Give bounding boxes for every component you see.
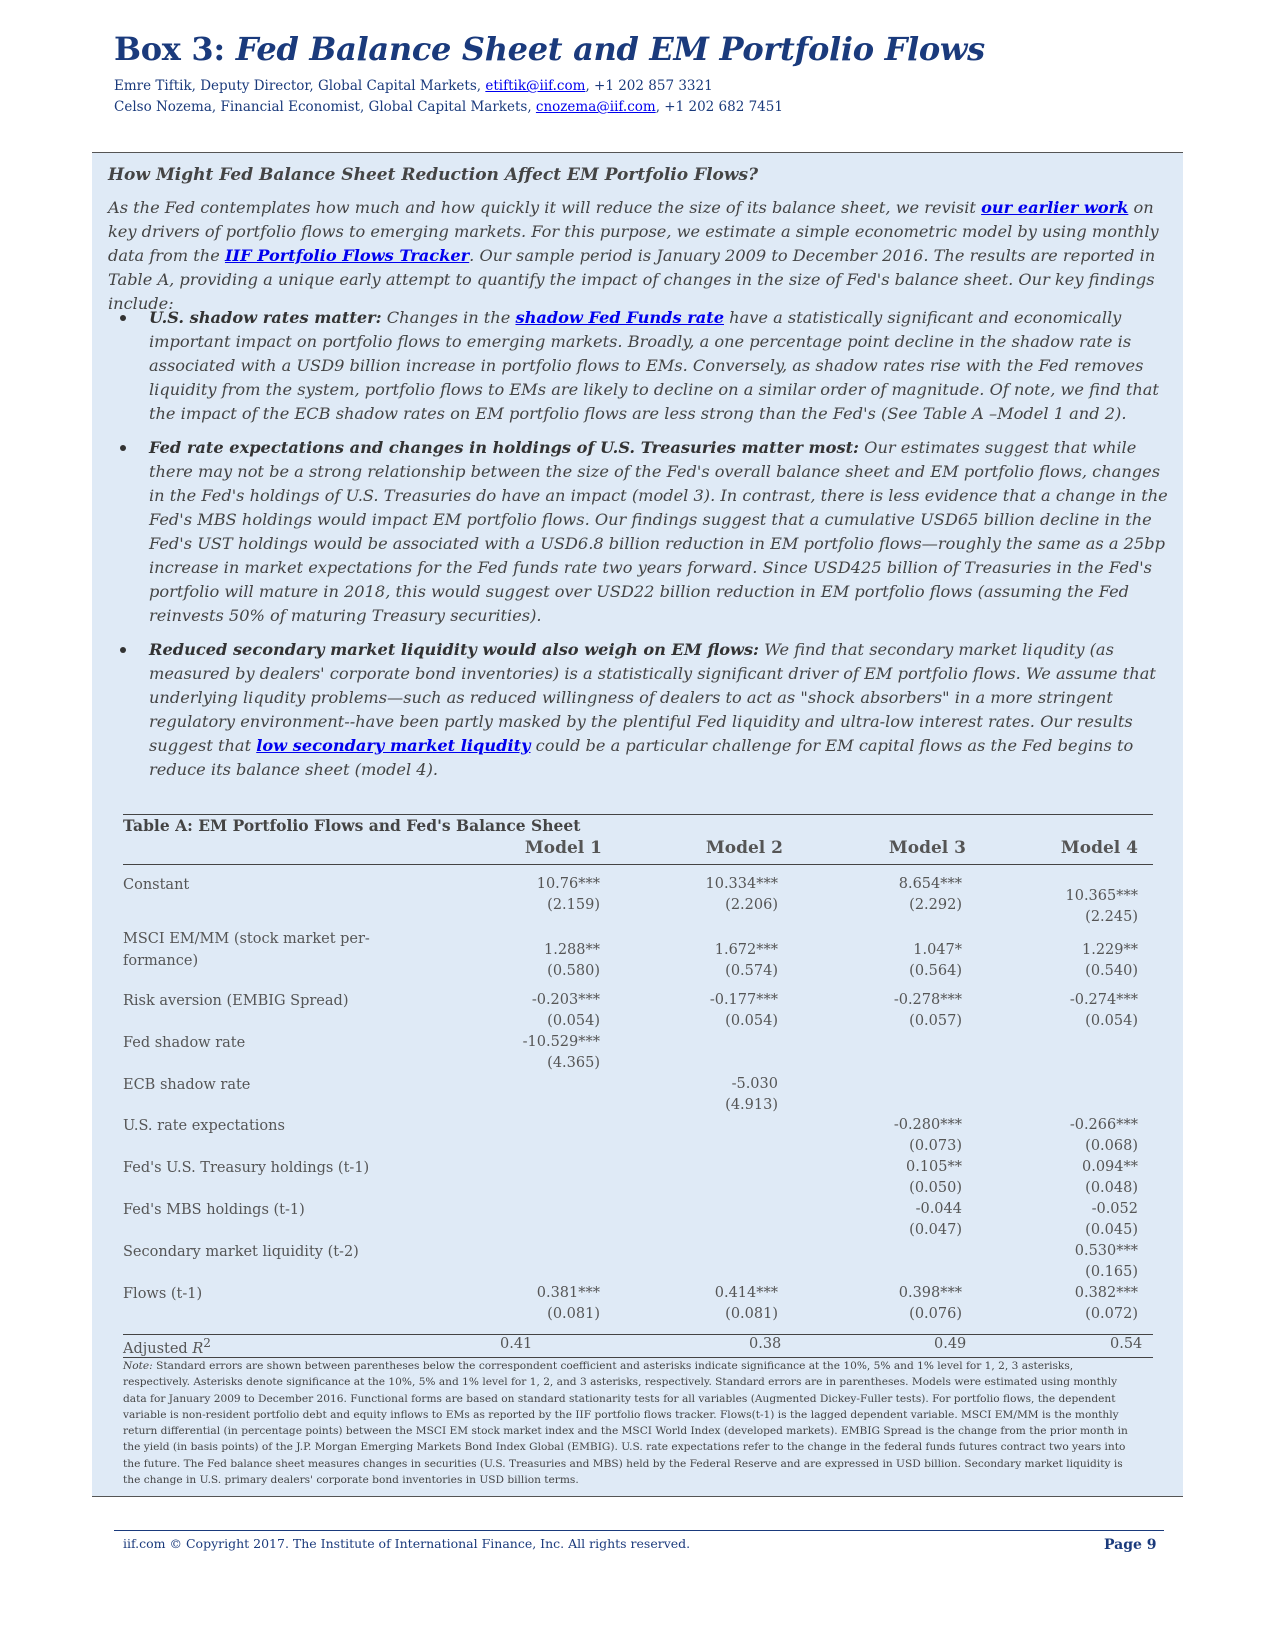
table-cell-std-error: (0.081) bbox=[725, 1306, 778, 1322]
bullet-item bbox=[120, 306, 1170, 426]
adjusted-r2-value: 0.49 bbox=[934, 1336, 967, 1352]
table-top-rule bbox=[123, 814, 1153, 815]
table-cell-coefficient: -10.529*** bbox=[522, 1034, 600, 1050]
table-cell-std-error: (0.050) bbox=[909, 1180, 962, 1196]
table-header-rule bbox=[123, 864, 1153, 865]
table-cell-coefficient: 8.654*** bbox=[898, 876, 962, 892]
bullet-text bbox=[149, 436, 1170, 628]
author1-phone: , +1 202 857 3321 bbox=[585, 78, 713, 94]
bullet-heading: U.S. shadow rates matter: bbox=[149, 308, 382, 327]
table-cell-std-error: (0.580) bbox=[547, 963, 600, 979]
shadow-rate-link[interactable]: shadow Fed Funds rate bbox=[515, 308, 724, 327]
adjusted-r2-label: Adjusted $R^2$ bbox=[123, 1336, 211, 1357]
table-cell-std-error: (0.068) bbox=[1085, 1138, 1138, 1154]
table-cell-coefficient: 10.334*** bbox=[705, 876, 778, 892]
note-text: Standard errors are shown between parentheses below the correspondent coefficient and asterisks indicate significance at the 10%, 5% and 1% level for 1, 2, 3 asterisks, respectively. Asterisks denote significance at the 10%, 5% and 1% level for 1, 2, and 3 asterisks, respectively. Standard errors are in parentheses. Models were estimated using monthly data for January 2009 to December 2016. Functional forms are based on standard stationarity tests for all variables (Augmented Dickey-Fuller tests). For portfolio flows, the dependent variable is non-resident portfolio debt and equity inflows to EMs as reported by the IIF portfolio flows tracker. Flows(t-1) is the lagged dependent variable. MSCI EM/MM is the monthly return differential (in percentage points) between the MSCI EM stock market index and the MSCI World Index (developed markets). EMBIG Spread is the change from the prior month in the yield (in basis points) of the J.P. Morgan Emerging Markets Bond Index Global (EMBIG). U.S. rate expectations refer to the change in the federal funds futures contract two years into the future. The Fed balance sheet measures changes in securities (U.S. Treasuries and MBS) held by the Federal Reserve and are expressed in USD billion. Secondary market liquidity is the change in U.S. primary dealers' corporate bond inventories in USD billion terms. bbox=[123, 1360, 1128, 1487]
table-cell-std-error: (0.057) bbox=[909, 1013, 962, 1029]
earlier-work-link[interactable]: our earlier work bbox=[981, 198, 1129, 217]
bullet-body-1: Our estimates suggest that while there may not be a strong relationship between the size of the Fed's overall balance sheet and EM portfolio flows, changes in the Fed's holdings of U.S. Treasuries do have an impact (model 3). In contrast, there is less evidence that a change in the Fed's MBS holdings would impact EM portfolio flows. Our findings suggest that a cumulative USD65 billion decline in the Fed's UST holdings would be associated with a USD6.8 billion reduction in EM portfolio flows—roughly the same as a 25bp increase in market expectations for the Fed funds rate two years forward. Since USD425 billion of Treasuries in the Fed's portfolio will mature in 2018, this would suggest over USD22 billion reduction in EM portfolio flows (assuming the Fed reinvests 50% of maturing Treasury securities). bbox=[149, 438, 1168, 625]
table-cell-coefficient: -0.203*** bbox=[531, 992, 600, 1008]
table-cell-coefficient: -0.266*** bbox=[1069, 1117, 1138, 1133]
author1-email-link[interactable]: etiftik@iif.com bbox=[485, 78, 586, 94]
bullet-dot-icon bbox=[120, 315, 126, 321]
table-note bbox=[123, 1358, 1143, 1488]
table-cell-coefficient: -0.044 bbox=[915, 1201, 962, 1217]
table-cell-std-error: (0.048) bbox=[1085, 1180, 1138, 1196]
table-cell-coefficient: 1.047* bbox=[913, 942, 962, 958]
table-cell-coefficient: 10.76*** bbox=[536, 876, 600, 892]
intro-text-2: on key drivers of portfolio flows to emerging markets. For this purpose, we estimate a simple econometric model by using monthly data from the bbox=[108, 198, 1159, 265]
table-cell-std-error: (0.072) bbox=[1085, 1306, 1138, 1322]
bullet-text bbox=[149, 638, 1170, 782]
adjusted-top-rule bbox=[123, 1334, 1153, 1335]
table-cell-coefficient: 1.229** bbox=[1081, 942, 1138, 958]
table-row-label: Secondary market liquidity (t-2) bbox=[123, 1244, 359, 1260]
table-cell-coefficient: 0.382*** bbox=[1074, 1285, 1138, 1301]
table-cell-std-error: (4.913) bbox=[725, 1097, 778, 1113]
bullet-item bbox=[120, 638, 1170, 782]
title-italic: Fed Balance Sheet and EM Portfolio Flows bbox=[235, 30, 985, 68]
table-cell-coefficient: 0.094** bbox=[1081, 1159, 1138, 1175]
note-label: Note: bbox=[123, 1360, 153, 1372]
table-cell-std-error: (0.045) bbox=[1085, 1222, 1138, 1238]
table-cell-std-error: (2.206) bbox=[725, 897, 778, 913]
table-row-label: Fed shadow rate bbox=[123, 1035, 246, 1051]
table-row-label: ECB shadow rate bbox=[123, 1077, 251, 1093]
table-title: Table A: EM Portfolio Flows and Fed's Balance Sheet bbox=[123, 816, 581, 835]
table-cell-std-error: (4.365) bbox=[547, 1055, 600, 1071]
page-title bbox=[114, 30, 985, 68]
author2-email-link[interactable]: cnozema@iif.com bbox=[535, 99, 656, 115]
model-header: Model 4 bbox=[1060, 838, 1138, 858]
table-cell-coefficient: -0.280*** bbox=[893, 1117, 962, 1133]
footer-rule bbox=[114, 1530, 1164, 1531]
model-header: Model 1 bbox=[524, 838, 602, 858]
box-subtitle: How Might Fed Balance Sheet Reduction Affect EM Portfolio Flows? bbox=[108, 165, 759, 185]
author1-text: Emre Tiftik, Deputy Director, Global Capital Markets, bbox=[114, 78, 486, 94]
table-cell-std-error: (0.047) bbox=[909, 1222, 962, 1238]
author-line-1 bbox=[114, 78, 713, 94]
table-cell-std-error: (0.540) bbox=[1085, 963, 1138, 979]
table-cell-std-error: (2.245) bbox=[1085, 909, 1138, 925]
intro-text-1: As the Fed contemplates how much and how quickly it will reduce the size of its balance sheet, we revisit bbox=[108, 198, 982, 217]
author2-text: Celso Nozema, Financial Economist, Global Capital Markets, bbox=[114, 99, 536, 115]
adjusted-r2-value: 0.38 bbox=[749, 1336, 782, 1352]
table-row-label: Fed's MBS holdings (t-1) bbox=[123, 1202, 305, 1218]
bullet-body-1: We find that secondary market liqudity (as measured by dealers' corporate bond inventories) is a statistically significant driver of EM portfolio flows. We assume that underlying liqudity problems—such as reduced willingness of dealers to act as "shock absorbers" in a more stringent regulatory environment--have been partly masked by the plentiful Fed liquidity and ultra-low interest rates. Our results suggest that bbox=[149, 640, 1156, 755]
table-row-label: U.S. rate expectations bbox=[123, 1118, 285, 1134]
page-number: Page 9 bbox=[1104, 1537, 1157, 1553]
intro-text-3: . Our sample period is January 2009 to December 2016. The results are reported in Table A, providing a unique early attempt to quantify the impact of changes in the size of Fed's balance sheet. Our key findings include: bbox=[108, 246, 1156, 313]
bullet-body-2: have a statistically significant and economically important impact on portfolio flows to emerging markets. Broadly, a one percentage point decline in the shadow rate is associated with a USD9 billion increase in portfolio flows to EMs. Conversely, as shadow rates rise with the Fed removes liquidity from the system, portfolio flows to EMs are likely to decline on a similar order of magnitude. Of note, we find that the impact of the ECB shadow rates on EM portfolio flows are less strong than the Fed's (See Table A –Model 1 and 2). bbox=[149, 308, 1159, 423]
table-cell-coefficient: 0.398*** bbox=[898, 1285, 962, 1301]
table-cell-std-error: (0.574) bbox=[725, 963, 778, 979]
table-cell-coefficient: 1.672*** bbox=[714, 942, 778, 958]
title-prefix: Box 3: bbox=[114, 30, 236, 68]
flows-tracker-link[interactable]: IIF Portfolio Flows Tracker bbox=[224, 246, 470, 265]
bullet-dot-icon bbox=[120, 647, 126, 653]
bullet-dot-icon bbox=[120, 445, 126, 451]
footer-copyright: iif.com © Copyright 2017. The Institute of International Finance, Inc. All rights reserved. bbox=[123, 1536, 691, 1551]
table-row-label: Risk aversion (EMBIG Spread) bbox=[123, 993, 349, 1009]
table-cell-coefficient: 0.105** bbox=[905, 1159, 962, 1175]
table-cell-std-error: (2.292) bbox=[909, 897, 962, 913]
adjusted-r2-value: 0.41 bbox=[500, 1336, 533, 1352]
table-row-label: Fed's U.S. Treasury holdings (t-1) bbox=[123, 1160, 370, 1176]
model-header: Model 3 bbox=[888, 838, 966, 858]
author2-phone: , +1 202 682 7451 bbox=[655, 99, 783, 115]
table-cell-coefficient: -0.274*** bbox=[1069, 992, 1138, 1008]
table-cell-coefficient: 0.381*** bbox=[536, 1285, 600, 1301]
table-cell-std-error: (0.564) bbox=[909, 963, 962, 979]
bullet-heading: Fed rate expectations and changes in holdings of U.S. Treasuries matter most: bbox=[149, 438, 860, 457]
bullet-body-2: could be a particular challenge for EM capital flows as the Fed begins to reduce its balance sheet (model 4). bbox=[149, 736, 1134, 779]
table-cell-coefficient: -0.177*** bbox=[709, 992, 778, 1008]
model-header: Model 2 bbox=[705, 838, 783, 858]
author-line-2 bbox=[114, 99, 783, 115]
table-row-label: Constant bbox=[123, 877, 190, 893]
table-cell-std-error: (0.054) bbox=[1085, 1013, 1138, 1029]
table-cell-std-error: (0.081) bbox=[547, 1306, 600, 1322]
table-cell-std-error: (0.165) bbox=[1085, 1264, 1138, 1280]
liquidity-link[interactable]: low secondary market liqudity bbox=[256, 736, 531, 755]
table-cell-coefficient: 0.530*** bbox=[1074, 1243, 1138, 1259]
table-cell-std-error: (0.076) bbox=[909, 1306, 962, 1322]
bullet-item bbox=[120, 436, 1170, 628]
table-cell-coefficient: 1.288** bbox=[543, 942, 600, 958]
table-cell-coefficient: 0.414*** bbox=[714, 1285, 778, 1301]
table-cell-std-error: (0.054) bbox=[725, 1013, 778, 1029]
table-row-label: MSCI EM/MM (stock market per-formance) bbox=[123, 931, 370, 969]
adjusted-r2-value: 0.54 bbox=[1110, 1336, 1143, 1352]
table-cell-std-error: (2.159) bbox=[547, 897, 600, 913]
table-cell-coefficient: -0.052 bbox=[1091, 1201, 1138, 1217]
table-cell-std-error: (0.054) bbox=[547, 1013, 600, 1029]
table-cell-std-error: (0.073) bbox=[909, 1138, 962, 1154]
bullet-body-1: Changes in the bbox=[381, 308, 516, 327]
table-cell-coefficient: -0.278*** bbox=[893, 992, 962, 1008]
table-row-label: Flows (t-1) bbox=[123, 1286, 203, 1302]
bullet-heading: Reduced secondary market liquidity would also weigh on EM flows: bbox=[149, 640, 760, 659]
bullet-text bbox=[149, 306, 1170, 426]
table-cell-coefficient: -5.030 bbox=[731, 1076, 778, 1092]
table-cell-coefficient: 10.365*** bbox=[1065, 888, 1138, 904]
intro-paragraph bbox=[108, 196, 1183, 316]
